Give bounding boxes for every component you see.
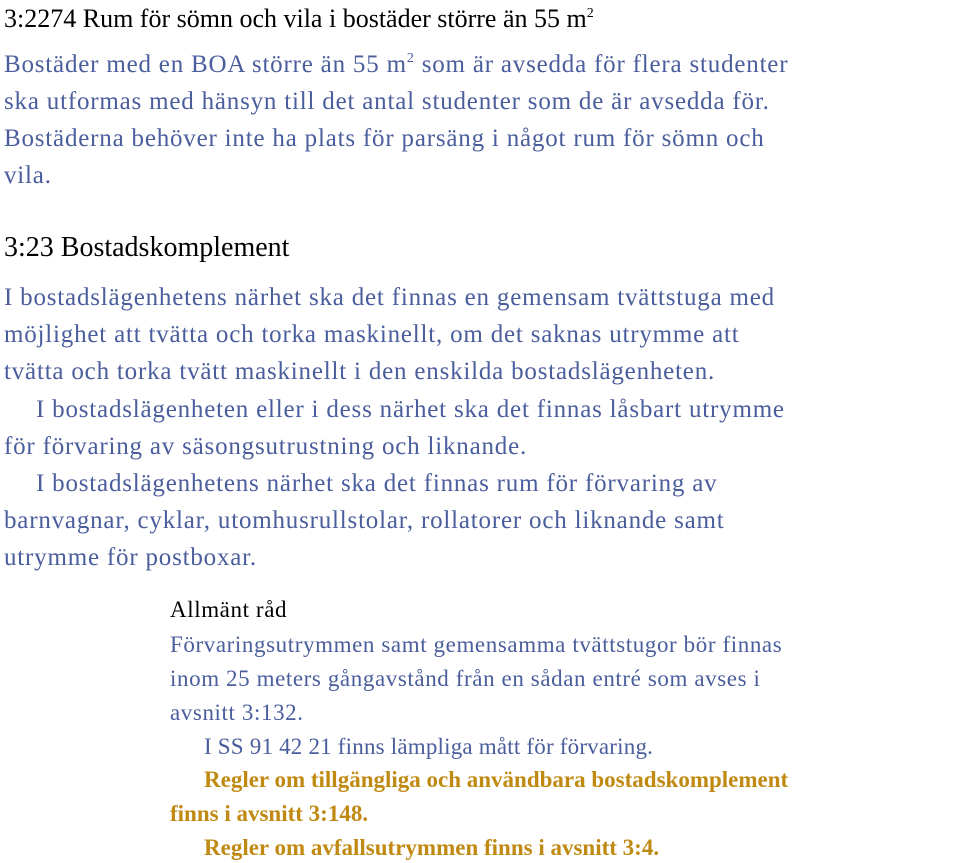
section-heading-3-2274: 3:2274 Rum för sömn och vila i bostäder större än 55 $m^2$ — [4, 4, 594, 33]
paragraph-line: vila. — [4, 162, 52, 189]
standard-note: I SS 91 42 21 finns lämpliga mått för förvaring. — [204, 734, 654, 759]
paragraph-line: I bostadslägenheten eller i dess närhet ska det finnas låsbart utrymme — [36, 396, 785, 423]
section-heading-3-23: 3:23 Bostadskomplement — [4, 232, 290, 263]
paragraph-line: I bostadslägenhetens närhet ska det finnas rum för förvaring av — [36, 470, 718, 497]
advice-line: inom 25 meters gångavstånd från en sådan entré som avses i — [170, 666, 761, 691]
paragraph-line: Bostäder med en BOA större än 55 $m^2$ som är avsedda för flera studenter — [4, 51, 789, 78]
paragraph-line: möjlighet att tvätta och torka maskinellt, om det saknas utrymme att — [4, 321, 740, 348]
superscript: 2 — [406, 51, 415, 66]
rule-reference: Regler om avfallsutrymmen finns i avsnitt 3:4. — [204, 835, 660, 860]
rule-reference: finns i avsnitt 3:148. — [170, 801, 369, 826]
rule-reference: Regler om tillgängliga och användbara bostadskomplement — [204, 767, 789, 792]
paragraph-line: ska utformas med hänsyn till det antal studenter som de är avsedda för. — [4, 88, 770, 115]
paragraph-line: barnvagnar, cyklar, utomhusrullstolar, rollatorer och liknande samt — [4, 507, 725, 534]
general-advice-heading: Allmänt råd — [170, 597, 288, 622]
paragraph-line: I bostadslägenhetens närhet ska det finnas en gemensam tvättstuga med — [4, 284, 775, 311]
advice-line: Förvaringsutrymmen samt gemensamma tvättstugor bör finnas — [170, 632, 783, 657]
superscript: 2 — [586, 6, 594, 21]
paragraph-line: för förvaring av säsongsutrustning och liknande. — [4, 433, 528, 460]
paragraph-line: tvätta och torka tvätt maskinellt i den enskilda bostadslägenheten. — [4, 358, 716, 385]
paragraph-line: Bostäderna behöver inte ha plats för parsäng i något rum för sömn och — [4, 125, 765, 152]
advice-line: avsnitt 3:132. — [170, 700, 304, 725]
paragraph-line: utrymme för postboxar. — [4, 544, 257, 571]
